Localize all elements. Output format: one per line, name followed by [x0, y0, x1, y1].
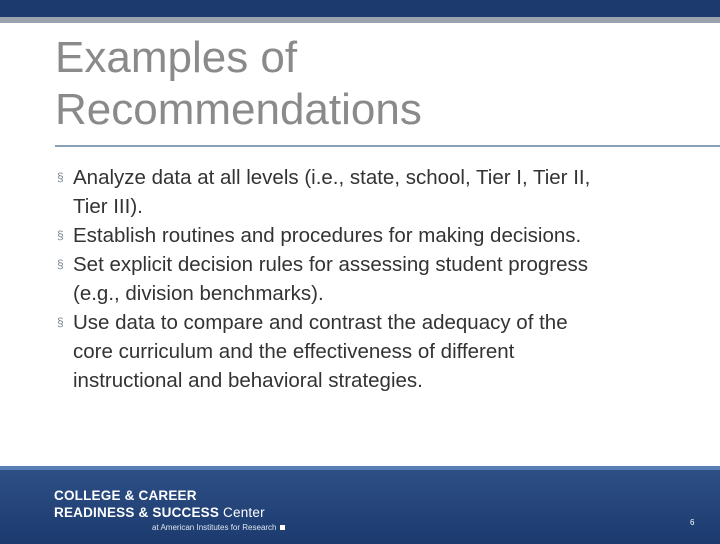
logo-line-2-bold: READINESS & SUCCESS	[54, 505, 220, 520]
bullet-text-line: Tier III).	[73, 195, 143, 218]
top-banner	[0, 0, 720, 17]
ccrs-center-logo	[54, 487, 277, 532]
slide-title-line-1: Examples of	[55, 33, 298, 82]
bullet-text-line: Establish routines and procedures for making decisions.	[73, 224, 582, 247]
bullet-text-line: Use data to compare and contrast the adequacy of the	[73, 311, 568, 334]
bullet-item	[55, 221, 695, 250]
bullet-marker-icon: §	[57, 170, 64, 184]
square-icon	[280, 525, 285, 530]
logo-line-2	[54, 504, 265, 521]
bullet-marker-icon: §	[57, 315, 64, 329]
slide-title	[55, 32, 695, 136]
footer-banner	[0, 466, 720, 544]
bullet-text-line: Set explicit decision rules for assessing student progress	[73, 253, 589, 276]
slide-title-line-2: Recommendations	[55, 85, 422, 134]
bullet-marker-icon: §	[57, 228, 64, 242]
bullet-text-line: Analyze data at all levels (i.e., state, school, Tier I, Tier II,	[73, 166, 591, 189]
logo-subtitle	[152, 523, 285, 532]
logo-line-2-light: Center	[223, 505, 265, 520]
bullet-text-line: (e.g., division benchmarks).	[73, 282, 324, 305]
page-number: 6	[690, 518, 695, 527]
bullet-item	[55, 250, 695, 308]
top-banner-stripe	[0, 17, 720, 23]
bullet-text-line: core curriculum and the effectiveness of different	[73, 340, 515, 363]
bullet-marker-icon: §	[57, 257, 64, 271]
logo-subtitle-text: at American Institutes for Research	[152, 523, 277, 532]
logo-line-1: COLLEGE & CAREER	[54, 488, 197, 503]
bullet-item	[55, 308, 695, 395]
bullet-text-line: instructional and behavioral strategies.	[73, 369, 423, 392]
title-divider	[55, 145, 720, 147]
bullet-item	[55, 163, 695, 221]
bullet-list	[55, 163, 695, 395]
